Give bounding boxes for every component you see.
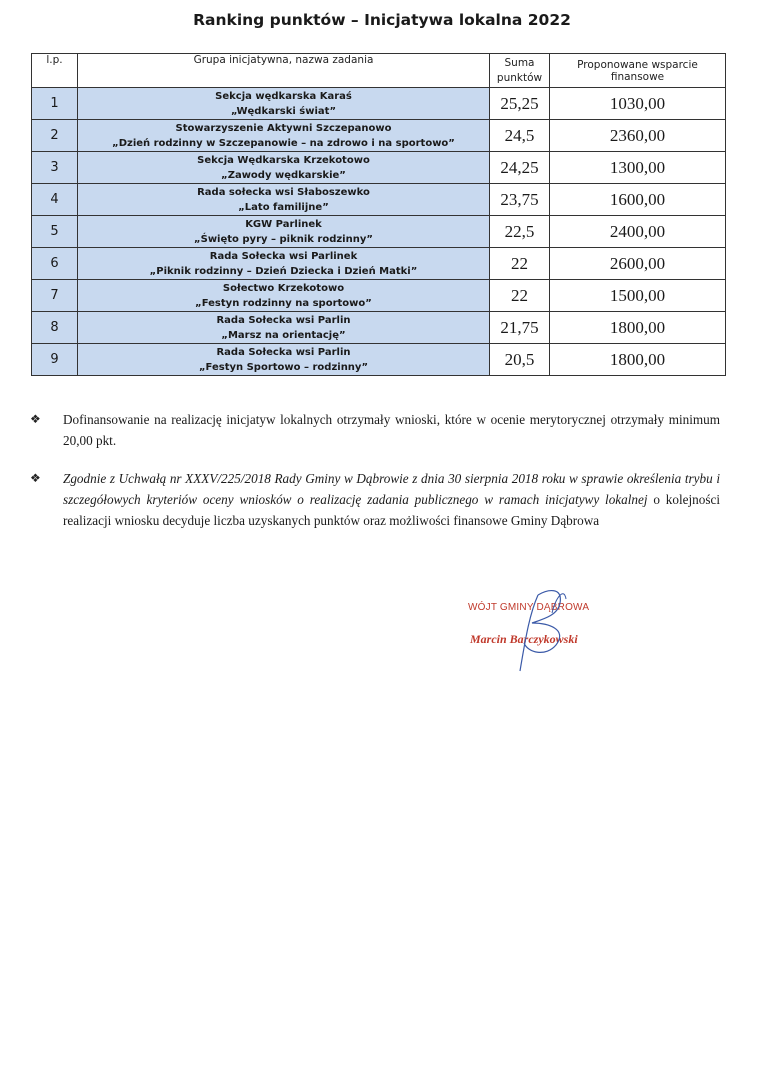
row-task: „Piknik rodzinny – Dzień Dziecka i Dzień Matki”	[149, 265, 418, 277]
row-name	[78, 312, 490, 344]
diamond-bullet-icon: ❖	[30, 412, 41, 426]
row-amount: 2600,00	[550, 248, 726, 280]
row-group: KGW Parlinek	[245, 218, 322, 230]
table-row	[32, 216, 726, 248]
row-lp: 6	[32, 248, 78, 280]
row-lp: 4	[32, 184, 78, 216]
row-group: Rada sołecka wsi Słaboszewko	[197, 186, 370, 198]
table-row	[32, 280, 726, 312]
table-row	[32, 312, 726, 344]
row-lp: 2	[32, 120, 78, 152]
row-amount: 2400,00	[550, 216, 726, 248]
row-lp: 8	[32, 312, 78, 344]
row-task: „Święto pyry – piknik rodzinny”	[194, 233, 373, 245]
row-task: „Lato familijne”	[238, 201, 329, 213]
table-row	[32, 152, 726, 184]
row-name	[78, 88, 490, 120]
notes-list	[30, 409, 720, 548]
row-lp: 3	[32, 152, 78, 184]
row-name	[78, 280, 490, 312]
signature-block	[468, 583, 628, 683]
row-points: 21,75	[490, 312, 550, 344]
signature-name: Marcin Barczykowski	[470, 632, 578, 646]
row-group: Stowarzyszenie Aktywni Szczepanowo	[175, 122, 392, 134]
row-points: 25,25	[490, 88, 550, 120]
page-title: Ranking punktów – Inicjatywa lokalna 2022	[193, 11, 571, 29]
row-amount: 1300,00	[550, 152, 726, 184]
row-task: „Zawody wędkarskie”	[221, 169, 346, 181]
row-points: 22	[490, 280, 550, 312]
table-header-row	[32, 54, 726, 88]
row-amount: 1800,00	[550, 312, 726, 344]
table-row	[32, 120, 726, 152]
table-row	[32, 344, 726, 376]
row-points: 23,75	[490, 184, 550, 216]
row-group: Sołectwo Krzekotowo	[222, 282, 345, 294]
row-task: „Marsz na orientację”	[221, 329, 346, 341]
row-points: 22	[490, 248, 550, 280]
row-name	[78, 248, 490, 280]
row-points: 24,5	[490, 120, 550, 152]
ranking-table	[31, 53, 726, 376]
row-lp: 1	[32, 88, 78, 120]
note-regular-text: o kolejności realizacji wniosku decyduje liczba uzyskanych punktów oraz możliwości finansowe Gminy Dąbrowa	[63, 492, 720, 528]
row-points: 20,5	[490, 344, 550, 376]
row-group: Rada Sołecka wsi Parlinek	[209, 250, 358, 262]
row-points: 24,25	[490, 152, 550, 184]
row-group: Rada Sołecka wsi Parlin	[216, 314, 351, 326]
table-row	[32, 184, 726, 216]
row-name	[78, 120, 490, 152]
row-task: „Festyn rodzinny na sportowo”	[195, 297, 372, 309]
row-name	[78, 216, 490, 248]
row-amount: 1600,00	[550, 184, 726, 216]
row-group: Rada Sołecka wsi Parlin	[216, 346, 351, 358]
row-name	[78, 152, 490, 184]
note-text	[63, 468, 720, 531]
row-name	[78, 184, 490, 216]
header-lp: l.p.	[32, 54, 78, 88]
header-suma-line2: punktów	[496, 71, 543, 84]
header-suma	[490, 54, 550, 88]
row-name	[78, 344, 490, 376]
row-task: „Dzień rodzinny w Szczepanowie – na zdrowo i na sportowo”	[112, 137, 455, 149]
handwritten-signature-icon	[468, 583, 628, 683]
row-points: 22,5	[490, 216, 550, 248]
signature-role: WÓJT GMINY DĄBROWA	[468, 602, 590, 613]
row-group: Sekcja Wędkarska Krzekotowo	[197, 154, 370, 166]
note-italic-text: Zgodnie z Uchwałą nr XXXV/225/2018 Rady Gminy w Dąbrowie z dnia 30 sierpnia 2018 roku w sprawie określenia trybu i szczegółowych kryteriów oceny wniosków o realizację zadania publicznego w ramach inicjatywy lokalnej	[63, 471, 720, 507]
table-row	[32, 88, 726, 120]
row-task: „Wędkarski świat”	[230, 105, 337, 117]
header-amount: Proponowane wsparcie finansowe	[550, 54, 726, 88]
row-lp: 7	[32, 280, 78, 312]
row-amount: 1030,00	[550, 88, 726, 120]
row-lp: 9	[32, 344, 78, 376]
note-text: Dofinansowanie na realizację inicjatyw lokalnych otrzymały wnioski, które w ocenie merytorycznej otrzymały minimum 20,00 pkt.	[63, 412, 720, 448]
note-item	[30, 468, 720, 531]
row-amount: 1500,00	[550, 280, 726, 312]
row-group: Sekcja wędkarska Karaś	[215, 90, 352, 102]
diamond-bullet-icon: ❖	[30, 471, 41, 485]
note-item	[30, 409, 720, 451]
row-lp: 5	[32, 216, 78, 248]
row-amount: 1800,00	[550, 344, 726, 376]
table-row	[32, 248, 726, 280]
header-name: Grupa inicjatywna, nazwa zadania	[78, 54, 490, 88]
row-task: „Festyn Sportowo – rodzinny”	[198, 361, 369, 373]
row-amount: 2360,00	[550, 120, 726, 152]
header-suma-line1: Suma	[504, 56, 535, 69]
